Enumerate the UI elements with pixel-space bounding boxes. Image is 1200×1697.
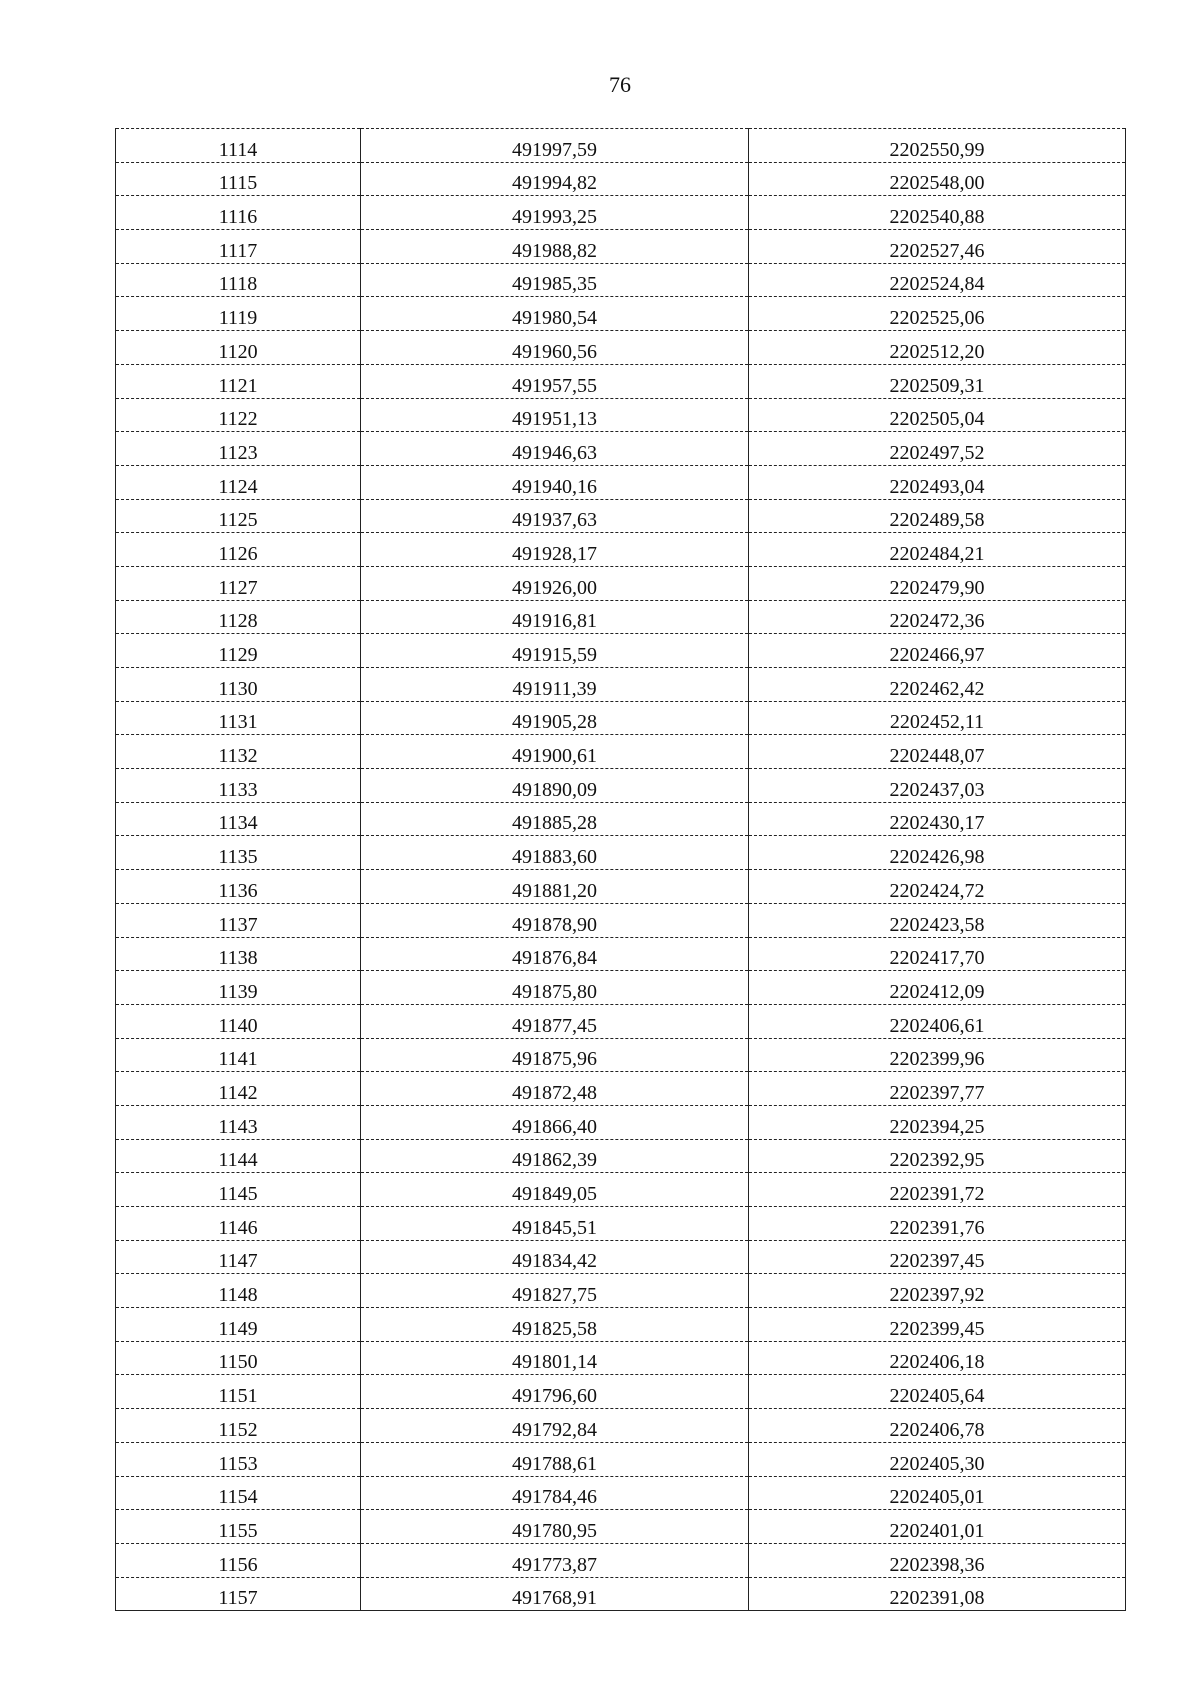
x-coordinate-cell: 491773,87 [361,1543,749,1577]
coordinates-table-body [116,129,1126,1611]
point-number-cell: 1129 [116,634,361,668]
table-row [116,465,1126,499]
y-coordinate-cell: 2202391,08 [749,1577,1126,1611]
table-row [116,297,1126,331]
y-coordinate-cell: 2202550,99 [749,129,1126,163]
x-coordinate-cell: 491937,63 [361,499,749,533]
page-number: 76 [609,72,631,97]
point-number-cell: 1117 [116,230,361,264]
x-coordinate-cell: 491780,95 [361,1510,749,1544]
point-number-cell: 1146 [116,1207,361,1241]
y-coordinate-cell: 2202437,03 [749,769,1126,803]
table-row [116,398,1126,432]
x-coordinate-cell: 491872,48 [361,1072,749,1106]
y-coordinate-cell: 2202392,95 [749,1139,1126,1173]
y-coordinate-cell: 2202548,00 [749,162,1126,196]
table-row [116,129,1126,163]
y-coordinate-cell: 2202423,58 [749,903,1126,937]
table-row [116,1139,1126,1173]
y-coordinate-cell: 2202472,36 [749,600,1126,634]
point-number-cell: 1145 [116,1173,361,1207]
point-number-cell: 1150 [116,1341,361,1375]
y-coordinate-cell: 2202397,45 [749,1240,1126,1274]
table-row [116,1240,1126,1274]
point-number-cell: 1135 [116,836,361,870]
table-row [116,1577,1126,1611]
point-number-cell: 1124 [116,465,361,499]
x-coordinate-cell: 491866,40 [361,1105,749,1139]
point-number-cell: 1126 [116,533,361,567]
point-number-cell: 1154 [116,1476,361,1510]
point-number-cell: 1125 [116,499,361,533]
x-coordinate-cell: 491801,14 [361,1341,749,1375]
y-coordinate-cell: 2202524,84 [749,263,1126,297]
x-coordinate-cell: 491768,91 [361,1577,749,1611]
y-coordinate-cell: 2202493,04 [749,465,1126,499]
table-row [116,634,1126,668]
y-coordinate-cell: 2202401,01 [749,1510,1126,1544]
table-row [116,1004,1126,1038]
table-row [116,600,1126,634]
point-number-cell: 1153 [116,1442,361,1476]
point-number-cell: 1155 [116,1510,361,1544]
table-row [116,196,1126,230]
x-coordinate-cell: 491957,55 [361,364,749,398]
x-coordinate-cell: 491911,39 [361,668,749,702]
point-number-cell: 1141 [116,1038,361,1072]
point-number-cell: 1139 [116,971,361,1005]
point-number-cell: 1127 [116,566,361,600]
table-row [116,1207,1126,1241]
x-coordinate-cell: 491890,09 [361,769,749,803]
table-row [116,1476,1126,1510]
table-row [116,331,1126,365]
x-coordinate-cell: 491825,58 [361,1308,749,1342]
point-number-cell: 1151 [116,1375,361,1409]
point-number-cell: 1119 [116,297,361,331]
x-coordinate-cell: 491881,20 [361,870,749,904]
point-number-cell: 1114 [116,129,361,163]
table-row [116,1442,1126,1476]
y-coordinate-cell: 2202505,04 [749,398,1126,432]
y-coordinate-cell: 2202397,92 [749,1274,1126,1308]
point-number-cell: 1115 [116,162,361,196]
y-coordinate-cell: 2202497,52 [749,432,1126,466]
table-row [116,971,1126,1005]
table-row [116,1308,1126,1342]
table-row [116,499,1126,533]
y-coordinate-cell: 2202466,97 [749,634,1126,668]
x-coordinate-cell: 491784,46 [361,1476,749,1510]
y-coordinate-cell: 2202484,21 [749,533,1126,567]
table-row [116,1274,1126,1308]
table-row [116,1510,1126,1544]
x-coordinate-cell: 491997,59 [361,129,749,163]
point-number-cell: 1116 [116,196,361,230]
y-coordinate-cell: 2202406,61 [749,1004,1126,1038]
x-coordinate-cell: 491796,60 [361,1375,749,1409]
y-coordinate-cell: 2202426,98 [749,836,1126,870]
x-coordinate-cell: 491845,51 [361,1207,749,1241]
point-number-cell: 1157 [116,1577,361,1611]
x-coordinate-cell: 491862,39 [361,1139,749,1173]
y-coordinate-cell: 2202406,78 [749,1409,1126,1443]
table-row [116,1173,1126,1207]
x-coordinate-cell: 491928,17 [361,533,749,567]
point-number-cell: 1130 [116,668,361,702]
point-number-cell: 1132 [116,735,361,769]
x-coordinate-cell: 491875,80 [361,971,749,1005]
y-coordinate-cell: 2202462,42 [749,668,1126,702]
point-number-cell: 1137 [116,903,361,937]
table-row [116,263,1126,297]
y-coordinate-cell: 2202397,77 [749,1072,1126,1106]
table-row [116,870,1126,904]
table-row [116,1409,1126,1443]
point-number-cell: 1131 [116,701,361,735]
table-row [116,230,1126,264]
x-coordinate-cell: 491960,56 [361,331,749,365]
point-number-cell: 1148 [116,1274,361,1308]
y-coordinate-cell: 2202405,01 [749,1476,1126,1510]
x-coordinate-cell: 491926,00 [361,566,749,600]
y-coordinate-cell: 2202509,31 [749,364,1126,398]
table-row [116,668,1126,702]
point-number-cell: 1133 [116,769,361,803]
y-coordinate-cell: 2202398,36 [749,1543,1126,1577]
x-coordinate-cell: 491827,75 [361,1274,749,1308]
x-coordinate-cell: 491878,90 [361,903,749,937]
table-row [116,1072,1126,1106]
table-row [116,566,1126,600]
y-coordinate-cell: 2202512,20 [749,331,1126,365]
table-row [116,735,1126,769]
y-coordinate-cell: 2202405,30 [749,1442,1126,1476]
point-number-cell: 1134 [116,802,361,836]
x-coordinate-cell: 491905,28 [361,701,749,735]
table-row [116,1341,1126,1375]
point-number-cell: 1121 [116,364,361,398]
table-row [116,1375,1126,1409]
point-number-cell: 1138 [116,937,361,971]
point-number-cell: 1128 [116,600,361,634]
y-coordinate-cell: 2202430,17 [749,802,1126,836]
y-coordinate-cell: 2202417,70 [749,937,1126,971]
table-row [116,836,1126,870]
y-coordinate-cell: 2202452,11 [749,701,1126,735]
x-coordinate-cell: 491849,05 [361,1173,749,1207]
y-coordinate-cell: 2202399,45 [749,1308,1126,1342]
y-coordinate-cell: 2202540,88 [749,196,1126,230]
point-number-cell: 1149 [116,1308,361,1342]
table-row [116,903,1126,937]
table-row [116,432,1126,466]
point-number-cell: 1147 [116,1240,361,1274]
point-number-cell: 1156 [116,1543,361,1577]
table-row [116,1105,1126,1139]
point-number-cell: 1140 [116,1004,361,1038]
point-number-cell: 1118 [116,263,361,297]
x-coordinate-cell: 491792,84 [361,1409,749,1443]
x-coordinate-cell: 491788,61 [361,1442,749,1476]
table-row [116,364,1126,398]
y-coordinate-cell: 2202479,90 [749,566,1126,600]
y-coordinate-cell: 2202405,64 [749,1375,1126,1409]
x-coordinate-cell: 491951,13 [361,398,749,432]
y-coordinate-cell: 2202406,18 [749,1341,1126,1375]
x-coordinate-cell: 491876,84 [361,937,749,971]
y-coordinate-cell: 2202412,09 [749,971,1126,1005]
y-coordinate-cell: 2202424,72 [749,870,1126,904]
table-row [116,1038,1126,1072]
point-number-cell: 1143 [116,1105,361,1139]
y-coordinate-cell: 2202391,72 [749,1173,1126,1207]
x-coordinate-cell: 491885,28 [361,802,749,836]
x-coordinate-cell: 491985,35 [361,263,749,297]
x-coordinate-cell: 491875,96 [361,1038,749,1072]
x-coordinate-cell: 491900,61 [361,735,749,769]
x-coordinate-cell: 491988,82 [361,230,749,264]
x-coordinate-cell: 491834,42 [361,1240,749,1274]
y-coordinate-cell: 2202448,07 [749,735,1126,769]
x-coordinate-cell: 491946,63 [361,432,749,466]
table-row [116,802,1126,836]
x-coordinate-cell: 491916,81 [361,600,749,634]
table-row [116,769,1126,803]
coordinates-table [115,128,1126,1611]
table-row [116,162,1126,196]
y-coordinate-cell: 2202489,58 [749,499,1126,533]
table-row [116,533,1126,567]
table-row [116,701,1126,735]
x-coordinate-cell: 491883,60 [361,836,749,870]
table-row [116,1543,1126,1577]
x-coordinate-cell: 491877,45 [361,1004,749,1038]
y-coordinate-cell: 2202527,46 [749,230,1126,264]
x-coordinate-cell: 491993,25 [361,196,749,230]
point-number-cell: 1142 [116,1072,361,1106]
x-coordinate-cell: 491994,82 [361,162,749,196]
y-coordinate-cell: 2202394,25 [749,1105,1126,1139]
point-number-cell: 1136 [116,870,361,904]
y-coordinate-cell: 2202525,06 [749,297,1126,331]
point-number-cell: 1144 [116,1139,361,1173]
point-number-cell: 1120 [116,331,361,365]
y-coordinate-cell: 2202391,76 [749,1207,1126,1241]
x-coordinate-cell: 491940,16 [361,465,749,499]
x-coordinate-cell: 491980,54 [361,297,749,331]
y-coordinate-cell: 2202399,96 [749,1038,1126,1072]
point-number-cell: 1152 [116,1409,361,1443]
x-coordinate-cell: 491915,59 [361,634,749,668]
point-number-cell: 1123 [116,432,361,466]
table-row [116,937,1126,971]
point-number-cell: 1122 [116,398,361,432]
